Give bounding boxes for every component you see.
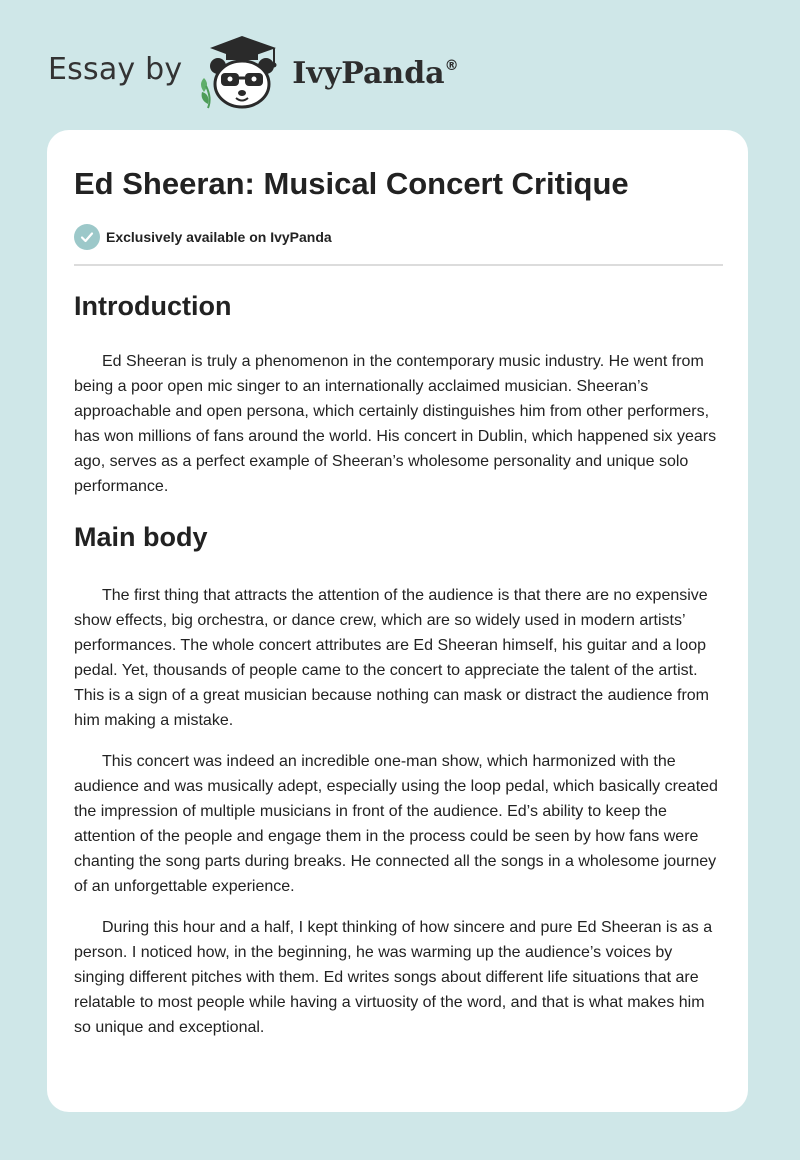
- ivypanda-panda-logo-icon[interactable]: [196, 34, 288, 110]
- intro-paragraph: Ed Sheeran is truly a phenomenon in the contemporary music industry. He went from being a poor open mic singer to an internationally acclaimed musician. Sheeran’s approachable and open persona, which certainly distinguishes him from other performers, has won millions of fans around the world. His concert in Dublin, which happened six years ago, serves as a perfect example of Sheeran’s wholesome personality and unique solo performance.: [74, 353, 717, 495]
- title-divider: [74, 264, 723, 266]
- essay-by-label: Essay by: [48, 51, 183, 87]
- checkmark-icon: [74, 224, 100, 250]
- exclusive-badge-text: Exclusively available on IvyPanda: [106, 229, 332, 245]
- main-body-paragraph-1: The first thing that attracts the attention of the audience is that there are no expensive show effects, big orchestra, or dance crew, which are so widely used in modern artists’ performances. The whole concert attributes are Ed Sheeran himself, his guitar and a loop pedal. Yet, thousands of people came to the concert to appreciate the talent of the artist. This is a sign of a great musician because nothing can mask or distract the audience from him making a mistake.: [74, 587, 709, 729]
- main-body-paragraph-3: During this hour and a half, I kept thinking of how sincere and pure Ed Sheeran is as a person. I noticed how, in the beginning, he was warming up the audience’s voices by singing different pitches with them. Ed writes songs about different life situations that are relatable to most people while having a virtuosity of the word, and that is what makes him so unique and exceptional.: [74, 919, 713, 1036]
- brand-name-text: IvyPanda: [292, 55, 445, 91]
- section-heading-main-body: Main body: [74, 522, 208, 552]
- main-body-paragraph-2: This concert was indeed an incredible one-man show, which harmonized with the audience and was musically adept, especially using the loop pedal, which basically created the impression of multiple musicians in front of the audience. Ed’s ability to keep the attention of the people and engage them in the process could be seen by how fans were chanting the song parts during breaks. He connected all the songs in a wholesome journey of an unforgettable experience.: [74, 753, 718, 895]
- registered-mark: ®: [444, 57, 459, 74]
- essay-content: [74, 160, 723, 1040]
- essay-title: Ed Sheeran: Musical Concert Critique: [74, 166, 629, 201]
- section-heading-introduction: Introduction: [74, 291, 232, 321]
- ivypanda-brand-name[interactable]: [292, 56, 458, 91]
- site-header: [48, 34, 459, 110]
- exclusive-badge: [74, 224, 723, 250]
- essay-card: [47, 130, 748, 1112]
